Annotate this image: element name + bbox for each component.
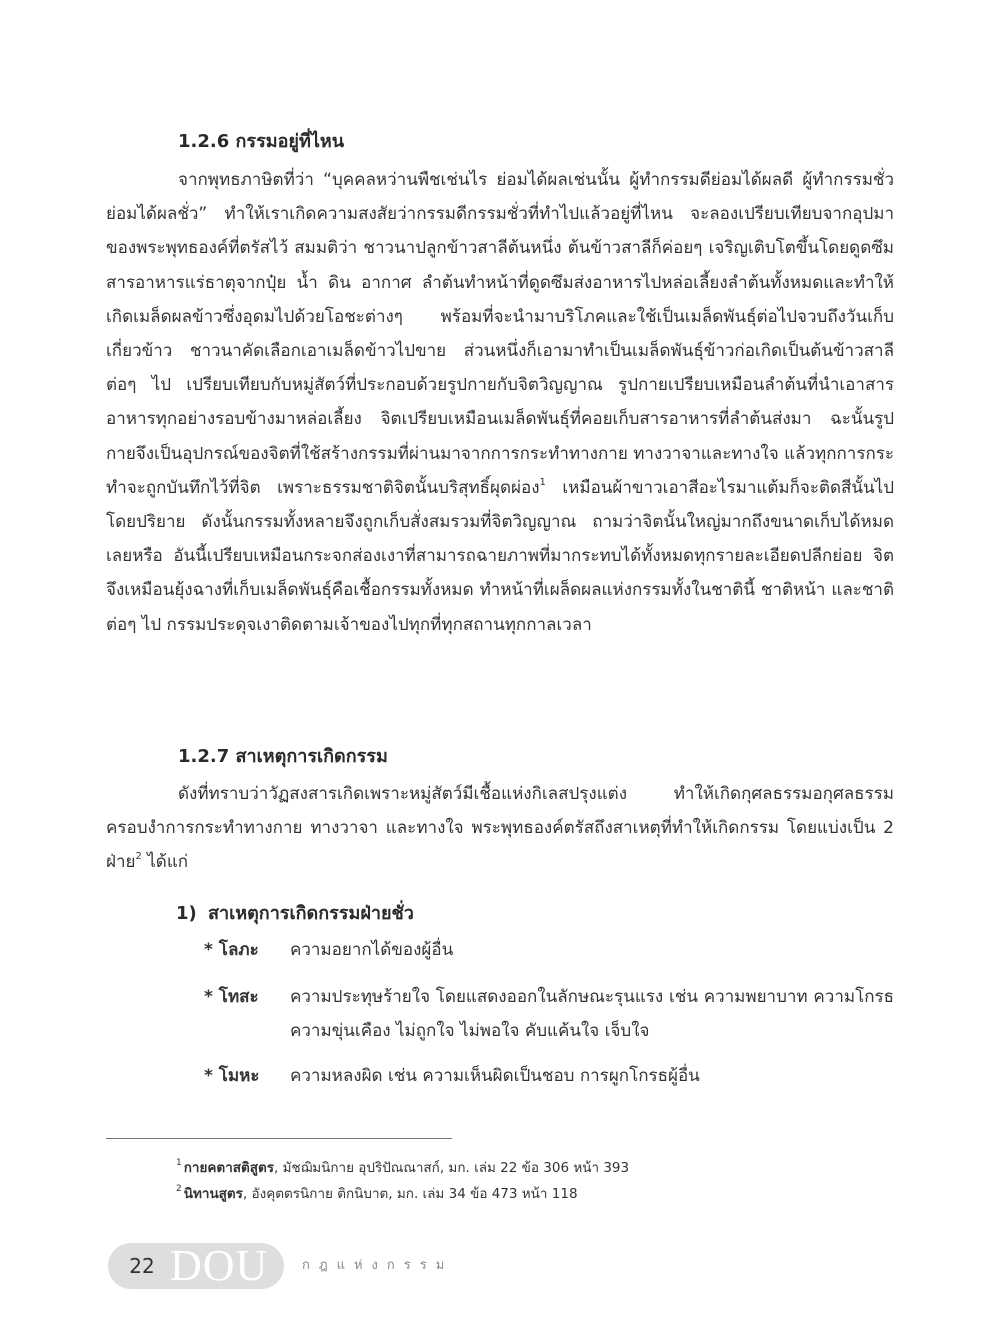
paragraph-text-part-1: จากพุทธภาษิตที่ว่า “บุคคลหว่านพืชเช่นไร ย่อมได้ผลเช่นนั้น ผู้ทำกรรมดีย่อมได้ผลดี ผู้ทำกรรมชั่วย่อมได้ผลชั่ว” ทำให้เราเกิดความสงสัยว่ากรรมดีกรรมชั่วที่ทำไปแล้วอยู่ที่ไหน จะลองเปรียบเทียบจากอุปมาของพระพุทธองค์ที่ตรัสไว้ สมมติว่า ชาวนาปลูกข้าวสาลีต้นหนึ่ง ต้นข้าวสาลีก็ค่อยๆ เจริญเติบโตขึ้นโดยดูดซึมสารอาหารแร่ธาตุจากปุ๋ย น้ำ ดิน อากาศ ลำต้นทำหน้าที่ดูดซึมส่งอาหารไปหล่อเลี้ยงลำต้นทั้งหมดและทำให้เกิดเมล็ดผลข้าวซึ่งอุดมไปด้วยโอชะต่างๆ พร้อมที่จะนำมาบริโภคและใช้เป็นเมล็ดพันธุ์ต่อไปจวบถึงวันเก็บเกี่ยวข้าว ชาวนาคัดเลือกเอาเมล็ดข้าวไปขาย ส่วนหนึ่งก็เอามาทำเป็นเมล็ดพันธุ์ข้าวก่อเกิดเป็นต้นข้าวสาลีต่อๆ ไป เปรียบเทียบกับหมู่สัตว์ที่ประกอบด้วยรูปกายกับจิตวิญญาณ รูปกายเปรียบเหมือนลำต้นที่นำเอาสารอาหารทุกอย่างรอบข้างมาหล่อเลี้ยง จิตเปรียบเหมือนเมล็ดพันธุ์ที่คอยเก็บสารอาหารที่ลำต้นส่งมา ฉะนั้นรูปกายจึงเป็นอุปกรณ์ของจิตที่ใช้สร้างกรรมที่ผ่านมาจากการกระทำทางกาย ทางวาจาและทางใจ แล้วทุกการกระทำจะถูกบันทึกไว้ที่จิต เพราะธรรมชาติจิตนั้นบริสุทธิ์ผุดผ่อง bbox=[106, 170, 895, 498]
footnote-reference: , มัชฌิมนิกาย อุปริปัณณาสก์, มก. เล่ม 22 ข้อ 306 หน้า 393 bbox=[274, 1160, 630, 1176]
section-1-2-6-paragraph bbox=[106, 163, 894, 642]
list-item-dosa bbox=[204, 980, 894, 1048]
list-item-description: ความอยากได้ของผู้อื่น bbox=[290, 940, 454, 960]
footnote-mark: 1 bbox=[176, 1158, 182, 1168]
subsection-title: สาเหตุการเกิดกรรมฝ่ายชั่ว bbox=[208, 903, 414, 924]
section-heading-1-2-7: 1.2.7 สาเหตุการเกิดกรรม bbox=[178, 746, 388, 767]
footnote-ref-2[interactable]: 2 bbox=[135, 851, 142, 863]
section-1-2-7-paragraph bbox=[106, 777, 894, 880]
footnote-divider bbox=[106, 1138, 452, 1139]
footnote-mark: 2 bbox=[176, 1184, 182, 1194]
footnote-2 bbox=[176, 1182, 578, 1204]
footnote-source-title: นิทานสูตร bbox=[183, 1186, 243, 1202]
page-number: 22 bbox=[129, 1254, 155, 1278]
subsection-heading-evil-causes bbox=[176, 898, 414, 927]
list-item-description: ความหลงผิด เช่น ความเห็นผิดเป็นชอบ การผูกโกรธผู้อื่น bbox=[290, 1066, 700, 1086]
section-heading-1-2-6: 1.2.6 กรรมอยู่ที่ไหน bbox=[178, 131, 345, 152]
list-item-term: * โลภะ bbox=[204, 940, 259, 960]
paragraph-text-part-1: ดังที่ทราบว่าวัฏสงสารเกิดเพราะหมู่สัตว์มีเชื้อแห่งกิเลสปรุงแต่ง ทำให้เกิดกุศลธรรมอกุศลธรรมครอบงำการกระทำทางกาย ทางวาจา และทางใจ พระพุทธองค์ตรัสถึงสาเหตุที่ทำให้เกิดกรรม โดยแบ่งเป็น 2 ฝ่าย bbox=[106, 784, 894, 873]
subsection-number: 1) bbox=[176, 903, 197, 924]
dou-logo: DOU bbox=[170, 1241, 269, 1290]
footnote-source-title: กายคตาสติสูตร bbox=[183, 1160, 275, 1176]
paragraph-text-part-2: ได้แก่ bbox=[141, 852, 189, 873]
footnote-ref-1[interactable]: 1 bbox=[539, 476, 546, 488]
list-item-description: ความประทุษร้ายใจ โดยแสดงออกในลักษณะรุนแรง เช่น ความพยาบาท ความโกรธ ความขุ่นเคือง ไม่ถูกใจ ไม่พอใจ คับแค้นใจ เจ็บใจ bbox=[290, 987, 894, 1042]
footnote-reference: , อังคุตตรนิกาย ติกนิบาต, มก. เล่ม 34 ข้อ 473 หน้า 118 bbox=[242, 1186, 578, 1202]
running-title: กฎแห่งกรรม bbox=[302, 1258, 454, 1273]
list-item-moha bbox=[204, 1059, 894, 1093]
paragraph-text-part-2: เหมือนผ้าขาวเอาสีอะไรมาแต้มก็จะติดสีนั้นไปโดยปริยาย ดังนั้นกรรมทั้งหลายจึงถูกเก็บสั่งสมรวมที่จิตวิญญาณ ถามว่าจิตนั้นใหญ่มากถึงขนาดเก็บได้หมดเลยหรือ อันนี้เปรียบเหมือนกระจกส่องเงาที่สามารถฉายภาพที่มากระทบได้ทั้งหมดทุกรายละเอียดปลีกย่อย จิตจึงเหมือนยุ้งฉางที่เก็บเมล็ดพันธุ์คือเชื้อกรรมทั้งหมด ทำหน้าที่เผล็ดผลแห่งกรรมทั้งในชาตินี้ ชาติหน้า และชาติต่อๆ ไป กรรมประดุจเงาติดตามเจ้าของไปทุกที่ทุกสถานทุกกาลเวลา bbox=[106, 477, 894, 635]
footnote-1 bbox=[176, 1156, 629, 1178]
list-item-lobha bbox=[204, 933, 894, 967]
list-item-term: * โทสะ bbox=[204, 987, 259, 1007]
list-item-term: * โมหะ bbox=[204, 1066, 260, 1086]
